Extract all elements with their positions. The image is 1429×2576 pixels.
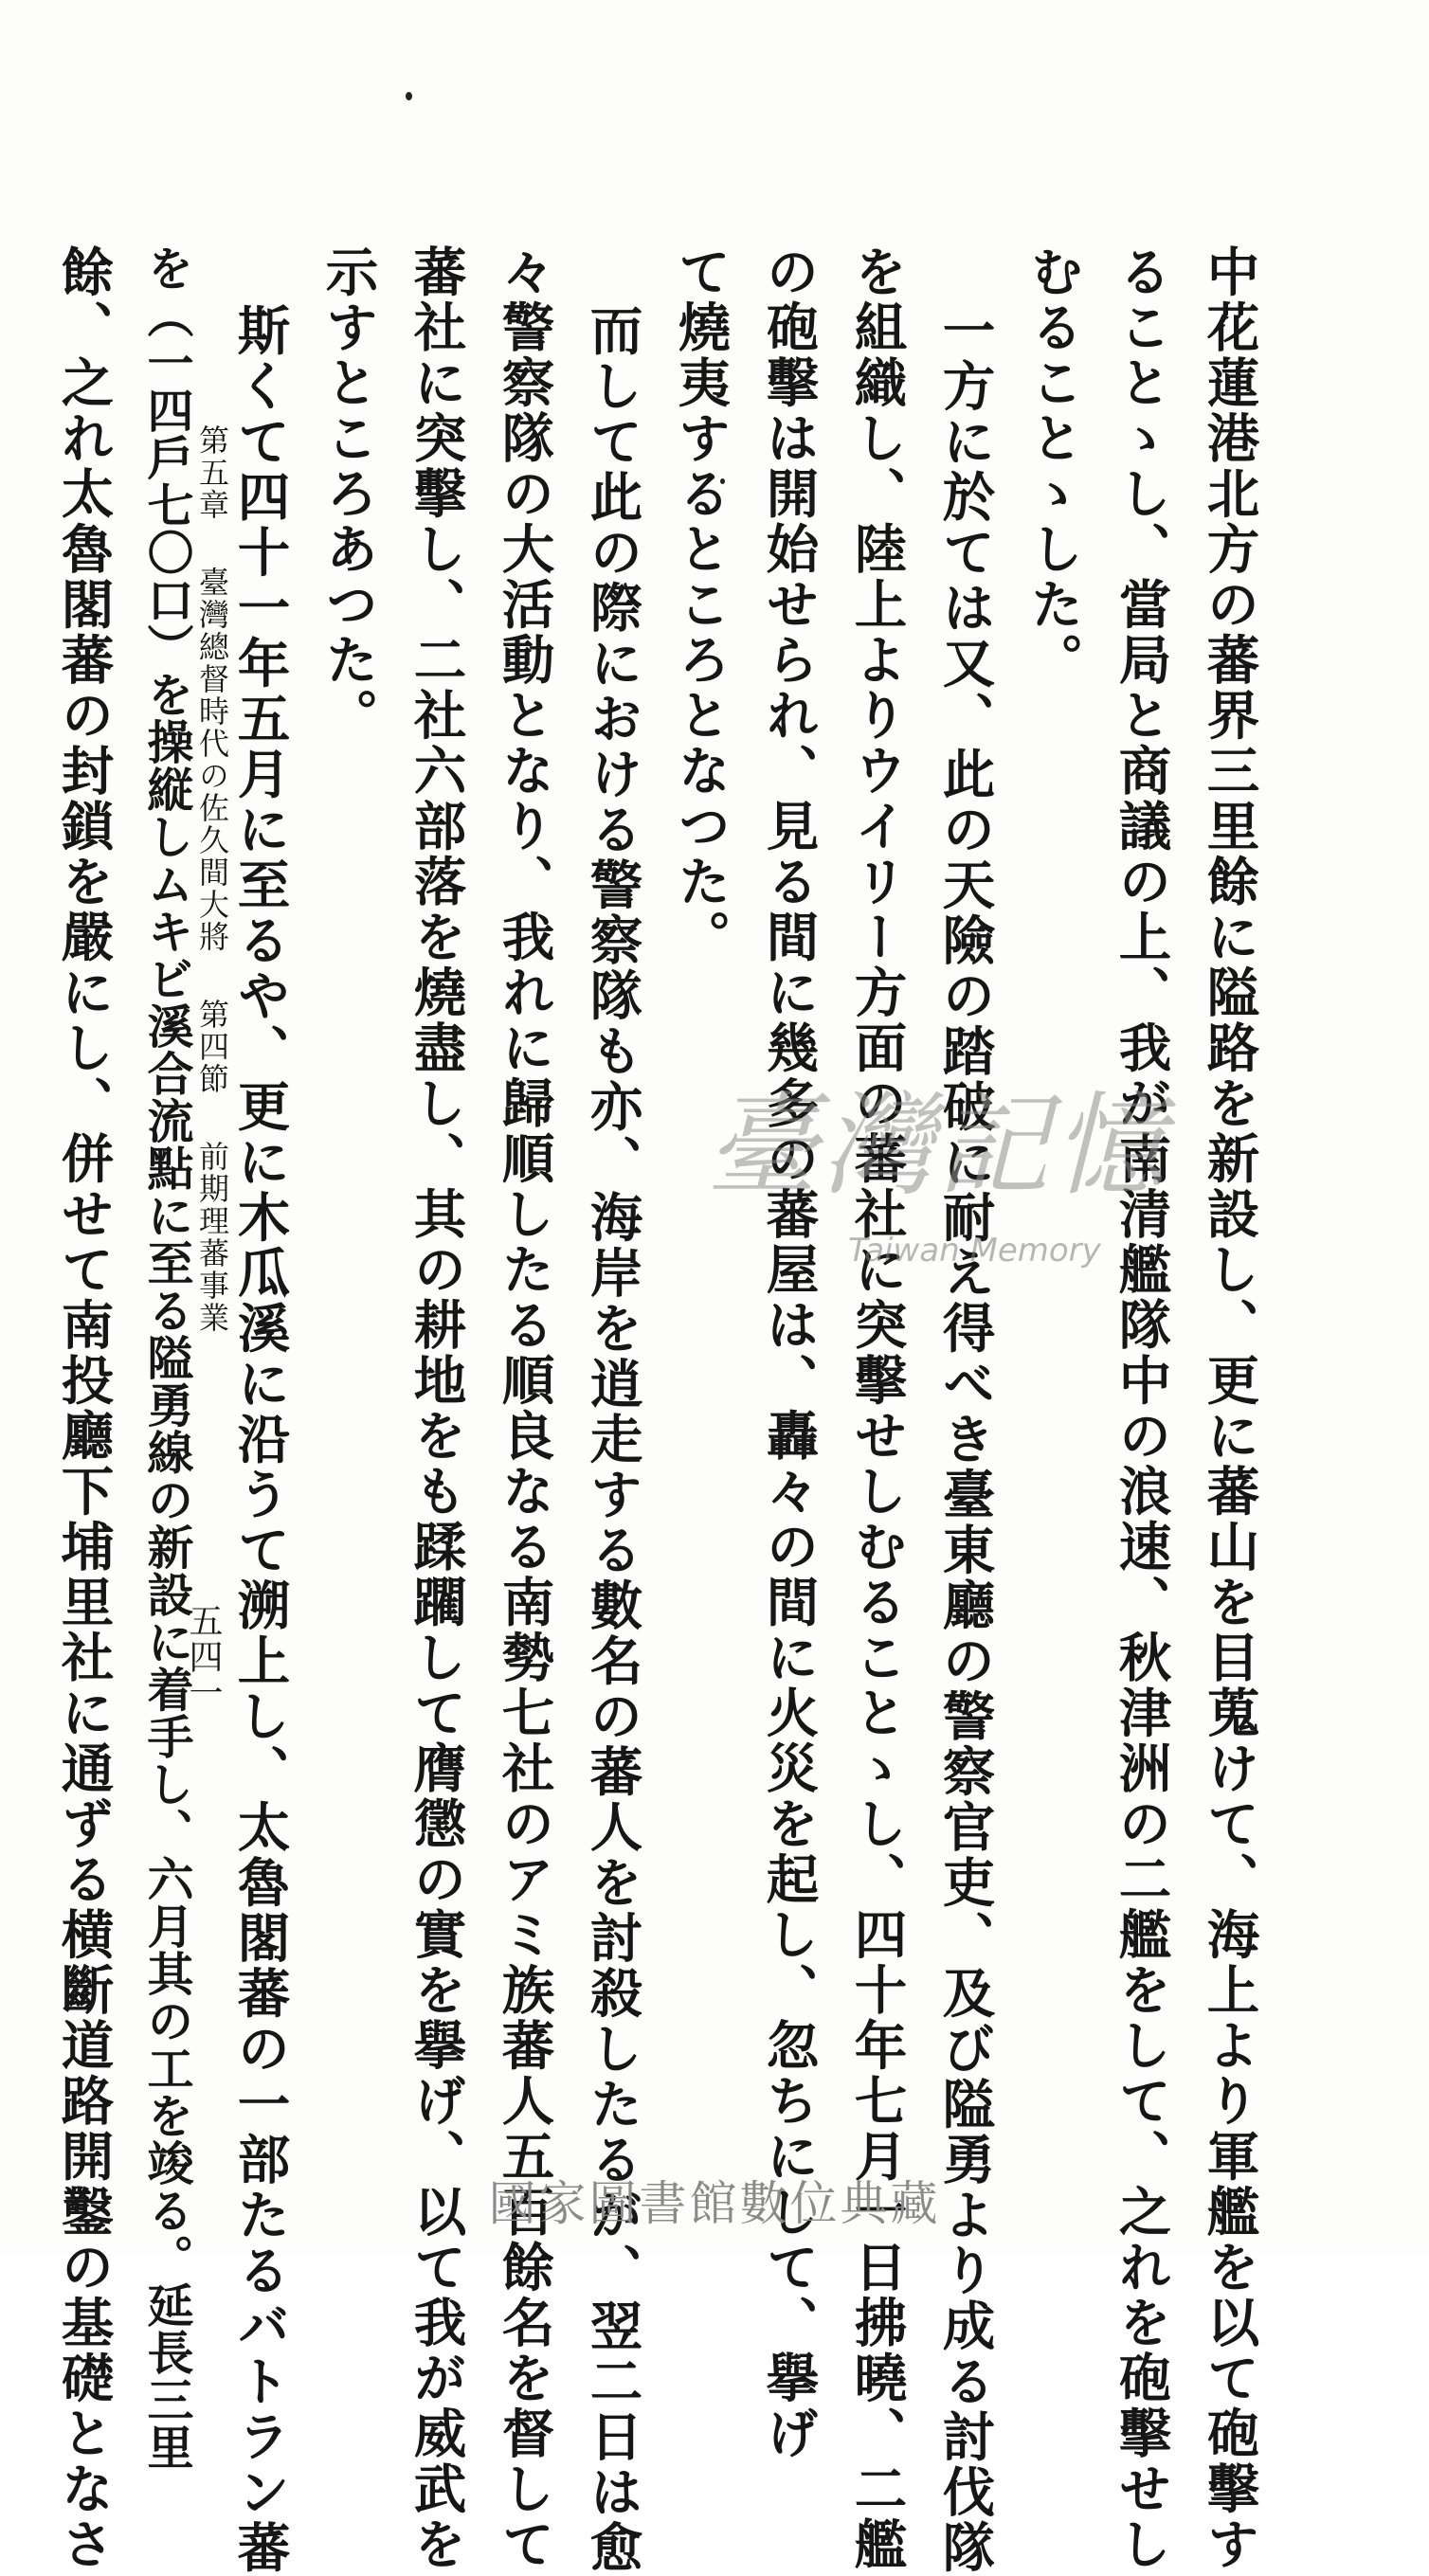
body-column: 示すところあつた。 (316, 244, 378, 744)
body-column: むることゝした。 (1021, 244, 1083, 688)
running-header (186, 424, 230, 1334)
watermark-logo-text: 臺灣記憶 (706, 1080, 1169, 1211)
page-number: 五四一 (184, 1603, 223, 1711)
body-column: て燒夷するところとなつた。 (668, 244, 731, 965)
body-column: を（一四戶七〇口）を操縦しムキビ溪合流點に至る隘勇線の新設に着手し、六月其の工を竣る。延長三里 (140, 244, 195, 2471)
body-column: 餘、之れ太魯閣蕃の封鎖を嚴にし、併せて南投廳下埔里社に通ずる横斷道路開鑿の基礎となさ (51, 244, 114, 2572)
chapter-title: 臺灣總督時代の佐久間大將 (194, 567, 230, 953)
body-column: 一方に於ては又、此の天險の踏破に耐え得べき臺東廳の警察官吏、及び隘勇より成る討伐隊 (932, 303, 995, 2576)
body-column: を組織し、陸上よりウイリー方面の蕃社に突擊せしむることゝし、四十年七月一日拂曉、二艦 (844, 244, 907, 2572)
footer-credit: 國家圖書館數位典藏 (488, 2176, 941, 2231)
body-column: 々警察隊の大活動となり、我れに歸順したる順良なる南勢七社のアミ族蕃人五百餘名を督して (492, 244, 554, 2572)
body-column: 而して此の際における警察隊も亦、海岸を逍走する數名の蕃人を討殺したるが、翌二日は愈 (580, 303, 642, 2576)
chapter-label: 第五章 (194, 424, 230, 521)
body-column: 蕃社に突擊し、二社六部落を燒盡し、其の耕地をも蹂躙して膺懲の實を擧げ、以て我が威武を (404, 244, 466, 2572)
section-title: 前期理蕃事業 (194, 1141, 230, 1334)
body-column: 中花蓮港北方の蕃界三里餘に隘路を新設し、更に蕃山を目蒐けて、海上より軍艦を以て砲擊す (1197, 244, 1259, 2572)
body-column: の砲擊は開始せられ、見る間に幾多の蕃屋は、轟々の間に火災を起し、忽ちにして、擧げ (756, 244, 819, 2461)
section-label: 第四節 (194, 999, 230, 1095)
page-speck (406, 92, 412, 100)
watermark-subtitle: Taiwan Memory (848, 1232, 1101, 1270)
body-column: 斯くて四十一年五月に至るや、更に木瓜溪に沿うて溯上し、太魯閣蕃の一部たるバトラン蕃 (227, 303, 290, 2576)
body-column: ることゝし、當局と商議の上、我が南清艦隊中の浪速、秋津洲の二艦をして、之れを砲擊せし (1109, 244, 1171, 2572)
